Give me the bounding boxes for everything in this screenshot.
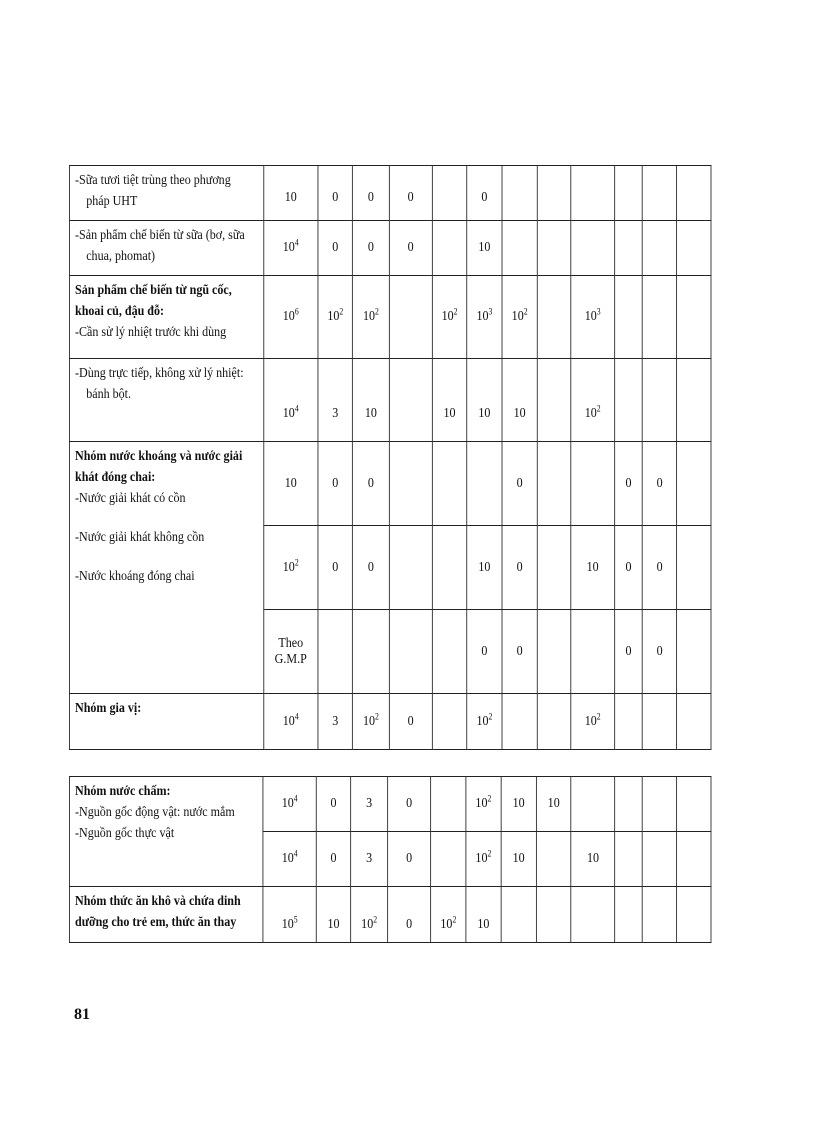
value-cell bbox=[263, 887, 316, 943]
value-cell bbox=[432, 221, 467, 276]
value-cell bbox=[467, 610, 502, 694]
value-cell bbox=[537, 610, 570, 694]
limit-value: 10 bbox=[584, 713, 597, 729]
category-text: -Cần sử lý nhiệt trước khi dùng bbox=[75, 325, 227, 340]
limit-exponent: 2 bbox=[294, 556, 299, 567]
value-cell bbox=[467, 359, 502, 442]
value-cell bbox=[571, 276, 615, 359]
limit-value: 10 bbox=[441, 309, 454, 324]
limit-exponent: 5 bbox=[293, 913, 298, 924]
value-cell bbox=[431, 832, 466, 887]
value-cell bbox=[642, 526, 677, 610]
limit-value: 0 bbox=[332, 190, 339, 205]
limit-value: 0 bbox=[367, 240, 374, 255]
value-cell bbox=[353, 359, 389, 442]
limit-value: 10 bbox=[478, 406, 491, 421]
value-cell bbox=[502, 442, 538, 526]
category-text: -Nước khoáng đóng chai bbox=[75, 569, 195, 584]
category-text: Nhóm nước chấm: bbox=[75, 784, 171, 799]
limit-value: 0 bbox=[332, 475, 339, 491]
value-cell bbox=[264, 442, 318, 526]
limit-value: 10 bbox=[282, 309, 295, 324]
limit-value: 10 bbox=[282, 713, 295, 729]
limit-value: 10 bbox=[281, 916, 294, 932]
value-cell bbox=[318, 276, 353, 359]
value-cell bbox=[353, 526, 389, 610]
value-cell bbox=[615, 777, 642, 832]
value-cell bbox=[351, 832, 388, 887]
value-cell bbox=[353, 694, 389, 750]
limit-value: 10 bbox=[362, 713, 375, 729]
limit-value: 10 bbox=[282, 559, 295, 575]
value-cell bbox=[677, 777, 711, 832]
category-cell bbox=[69, 442, 263, 694]
value-cell bbox=[351, 887, 388, 943]
value-cell bbox=[642, 887, 676, 943]
table-row bbox=[69, 166, 711, 221]
value-cell bbox=[467, 221, 502, 276]
value-cell bbox=[677, 610, 711, 694]
limit-exponent: 2 bbox=[452, 913, 457, 924]
table-row bbox=[69, 694, 711, 750]
value-cell bbox=[318, 166, 353, 221]
value-cell bbox=[502, 276, 538, 359]
limit-value: 10 bbox=[282, 240, 295, 255]
limit-exponent: 2 bbox=[487, 793, 492, 804]
value-cell bbox=[571, 526, 615, 610]
value-cell bbox=[387, 832, 430, 887]
page-number: 81 bbox=[74, 1006, 90, 1023]
value-cell bbox=[467, 694, 502, 750]
limit-value: 10 bbox=[584, 309, 597, 324]
limit-exponent: 6 bbox=[294, 306, 299, 317]
value-cell bbox=[642, 610, 677, 694]
value-cell bbox=[642, 359, 677, 442]
limit-value: 3 bbox=[332, 406, 339, 421]
category-text: -Sản phẩm chế biến từ sữa (bơ, sữa bbox=[75, 228, 245, 243]
limit-value: 0 bbox=[656, 475, 663, 491]
value-cell bbox=[615, 694, 643, 750]
limit-value: 0 bbox=[625, 559, 632, 575]
table-row bbox=[69, 276, 711, 359]
limit-value: 10 bbox=[547, 796, 560, 811]
limit-exponent: 3 bbox=[596, 306, 601, 317]
value-cell bbox=[389, 166, 432, 221]
value-cell bbox=[467, 276, 502, 359]
limit-value: 0 bbox=[406, 916, 413, 932]
table-row bbox=[69, 887, 711, 943]
limit-value: 10 bbox=[327, 916, 340, 932]
limit-value: 0 bbox=[656, 643, 663, 659]
category-cell bbox=[69, 359, 263, 442]
limit-value: 10 bbox=[284, 475, 297, 491]
value-cell bbox=[615, 276, 643, 359]
value-cell bbox=[387, 777, 430, 832]
value-cell bbox=[316, 777, 351, 832]
value-cell bbox=[318, 359, 353, 442]
value-cell bbox=[571, 887, 615, 943]
limit-value: 10 bbox=[475, 851, 488, 866]
value-cell bbox=[264, 276, 318, 359]
value-cell bbox=[571, 166, 615, 221]
category-text: chua, phomat) bbox=[86, 249, 156, 264]
limit-exponent: 2 bbox=[596, 403, 601, 414]
limit-exponent: 2 bbox=[487, 848, 492, 859]
limit-value: 3 bbox=[332, 713, 339, 729]
value-cell bbox=[677, 442, 711, 526]
value-cell bbox=[615, 442, 643, 526]
limit-value: 0 bbox=[367, 475, 374, 491]
value-cell bbox=[389, 526, 432, 610]
limit-exponent: 4 bbox=[294, 237, 299, 248]
category-text: -Nước giải khát có cồn bbox=[75, 491, 186, 506]
limit-value: 10 bbox=[512, 851, 525, 866]
limit-value: 0 bbox=[406, 796, 413, 811]
limit-value: 10 bbox=[587, 851, 600, 866]
limit-exponent: 2 bbox=[374, 710, 379, 721]
value-cell bbox=[316, 887, 351, 943]
value-cell bbox=[431, 777, 466, 832]
limit-exponent: 2 bbox=[339, 306, 344, 317]
value-cell bbox=[536, 832, 571, 887]
limit-exponent: 2 bbox=[373, 913, 378, 924]
value-cell bbox=[353, 166, 389, 221]
value-cell bbox=[467, 526, 502, 610]
value-cell bbox=[318, 221, 353, 276]
value-cell bbox=[537, 166, 570, 221]
value-cell bbox=[467, 442, 502, 526]
value-cell bbox=[677, 276, 711, 359]
value-cell bbox=[537, 221, 570, 276]
value-cell bbox=[467, 166, 502, 221]
limit-exponent: 4 bbox=[293, 848, 298, 859]
value-cell bbox=[615, 359, 643, 442]
value-cell bbox=[387, 887, 430, 943]
limit-value: 0 bbox=[516, 475, 523, 491]
category-cell bbox=[69, 166, 263, 221]
microbial-limits-table-2 bbox=[69, 776, 711, 943]
value-cell bbox=[615, 526, 643, 610]
value-cell bbox=[389, 221, 432, 276]
limit-value: 0 bbox=[406, 851, 413, 866]
value-cell bbox=[431, 887, 466, 943]
value-cell bbox=[263, 832, 316, 887]
category-cell bbox=[69, 887, 263, 943]
value-cell bbox=[571, 442, 615, 526]
value-cell bbox=[615, 832, 642, 887]
limit-exponent: 2 bbox=[596, 710, 601, 721]
limit-value: 10 bbox=[513, 406, 526, 421]
value-cell bbox=[353, 442, 389, 526]
limit-value: Theo G.M.P bbox=[274, 635, 307, 667]
value-cell bbox=[501, 832, 536, 887]
value-cell bbox=[677, 359, 711, 442]
value-cell bbox=[536, 887, 571, 943]
category-cell bbox=[69, 694, 263, 750]
limit-value: 10 bbox=[284, 190, 297, 205]
value-cell bbox=[571, 610, 615, 694]
value-cell bbox=[318, 526, 353, 610]
table-row bbox=[69, 359, 711, 442]
limit-value: 10 bbox=[512, 796, 525, 811]
value-cell bbox=[502, 166, 538, 221]
value-cell bbox=[615, 221, 643, 276]
value-cell bbox=[642, 221, 677, 276]
limit-value: 0 bbox=[332, 559, 339, 575]
value-cell bbox=[353, 221, 389, 276]
value-cell bbox=[353, 610, 389, 694]
value-cell bbox=[432, 526, 467, 610]
limit-exponent: 2 bbox=[523, 306, 528, 317]
category-text: bánh bột. bbox=[86, 387, 132, 402]
limit-value: 3 bbox=[366, 851, 373, 866]
limit-exponent: 2 bbox=[374, 306, 379, 317]
value-cell bbox=[501, 777, 536, 832]
value-cell bbox=[432, 442, 467, 526]
category-text: Sản phẩm chế biến từ ngũ cốc, bbox=[75, 283, 232, 298]
value-cell bbox=[502, 694, 538, 750]
value-cell bbox=[389, 442, 432, 526]
value-cell bbox=[264, 610, 318, 694]
limit-exponent: 4 bbox=[294, 710, 299, 721]
value-cell bbox=[642, 166, 677, 221]
value-cell bbox=[642, 777, 676, 832]
limit-value: 10 bbox=[282, 406, 295, 421]
value-cell bbox=[537, 276, 570, 359]
limit-value: 10 bbox=[584, 406, 597, 421]
value-cell bbox=[389, 694, 432, 750]
limit-exponent: 3 bbox=[488, 306, 493, 317]
value-cell bbox=[502, 359, 538, 442]
value-cell bbox=[318, 442, 353, 526]
value-cell bbox=[615, 610, 643, 694]
value-cell bbox=[502, 610, 538, 694]
value-cell bbox=[264, 359, 318, 442]
category-text: -Sữa tươi tiệt trùng theo phương bbox=[75, 173, 231, 188]
value-cell bbox=[677, 166, 711, 221]
limit-value: 0 bbox=[407, 240, 414, 255]
limit-value: 10 bbox=[586, 559, 599, 575]
value-cell bbox=[642, 442, 677, 526]
value-cell bbox=[677, 887, 711, 943]
value-cell bbox=[615, 166, 643, 221]
value-cell bbox=[642, 694, 677, 750]
limit-value: 10 bbox=[476, 309, 489, 324]
category-cell bbox=[69, 221, 263, 276]
table-row bbox=[69, 221, 711, 276]
value-cell bbox=[537, 442, 570, 526]
category-text: khát đóng chai: bbox=[75, 470, 156, 485]
limit-value: 0 bbox=[407, 190, 414, 205]
value-cell bbox=[318, 694, 353, 750]
limit-value: 0 bbox=[625, 475, 632, 491]
value-cell bbox=[615, 887, 642, 943]
value-cell bbox=[351, 777, 388, 832]
limit-value: 10 bbox=[281, 796, 294, 811]
value-cell bbox=[432, 166, 467, 221]
value-cell bbox=[389, 359, 432, 442]
value-cell bbox=[537, 359, 570, 442]
limit-value: 3 bbox=[366, 796, 373, 811]
limit-value: 0 bbox=[516, 643, 523, 659]
limit-value: 0 bbox=[330, 796, 337, 811]
value-cell bbox=[316, 832, 351, 887]
value-cell bbox=[318, 610, 353, 694]
value-cell bbox=[537, 526, 570, 610]
value-cell bbox=[571, 694, 615, 750]
limit-value: 0 bbox=[481, 643, 488, 659]
value-cell bbox=[502, 526, 538, 610]
category-cell bbox=[69, 777, 263, 887]
limit-value: 0 bbox=[481, 190, 488, 205]
limit-exponent: 4 bbox=[294, 403, 299, 414]
category-text: -Nước giải khát không cồn bbox=[75, 530, 205, 545]
value-cell bbox=[264, 694, 318, 750]
limit-value: 10 bbox=[364, 406, 377, 421]
limit-value: 10 bbox=[443, 406, 456, 421]
category-text: pháp UHT bbox=[86, 194, 138, 209]
category-text: dưỡng cho trẻ em, thức ăn thay bbox=[75, 915, 237, 930]
limit-value: 10 bbox=[477, 916, 490, 932]
value-cell bbox=[502, 221, 538, 276]
value-cell bbox=[432, 359, 467, 442]
category-cell bbox=[69, 276, 263, 359]
value-cell bbox=[389, 276, 432, 359]
limit-value: 10 bbox=[478, 559, 491, 575]
limit-exponent: 2 bbox=[488, 710, 493, 721]
value-cell bbox=[264, 166, 318, 221]
value-cell bbox=[642, 832, 676, 887]
value-cell bbox=[501, 887, 536, 943]
value-cell bbox=[264, 526, 318, 610]
limit-value: 10 bbox=[511, 309, 524, 324]
category-text: Nhóm nước khoáng và nước giải bbox=[75, 449, 243, 464]
value-cell bbox=[571, 221, 615, 276]
limit-value: 10 bbox=[327, 309, 340, 324]
category-text: -Dùng trực tiếp, không xử lý nhiệt: bbox=[75, 366, 244, 381]
value-cell bbox=[389, 610, 432, 694]
table-row bbox=[69, 442, 711, 526]
limit-exponent: 2 bbox=[453, 306, 458, 317]
limit-value: 10 bbox=[440, 916, 453, 932]
limit-value: 10 bbox=[475, 796, 488, 811]
value-cell bbox=[677, 526, 711, 610]
category-text: Nhóm thức ăn khô và chứa dinh bbox=[75, 894, 241, 909]
table-row bbox=[69, 777, 711, 832]
limit-value: 10 bbox=[281, 851, 294, 866]
limit-value: 0 bbox=[332, 240, 339, 255]
value-cell bbox=[677, 832, 711, 887]
value-cell bbox=[263, 777, 316, 832]
limit-value: 10 bbox=[476, 713, 489, 729]
category-text: -Nguồn gốc thực vật bbox=[75, 826, 175, 841]
value-cell bbox=[432, 610, 467, 694]
value-cell bbox=[571, 359, 615, 442]
value-cell bbox=[571, 777, 615, 832]
value-cell bbox=[432, 276, 467, 359]
value-cell bbox=[264, 221, 318, 276]
value-cell bbox=[353, 276, 389, 359]
limit-value: 10 bbox=[361, 916, 374, 932]
category-text: khoai củ, đậu đỗ: bbox=[75, 304, 165, 319]
limit-value: 10 bbox=[478, 240, 491, 255]
value-cell bbox=[677, 221, 711, 276]
limit-value: 10 bbox=[362, 309, 375, 324]
limit-exponent: 4 bbox=[293, 793, 298, 804]
limit-value: 0 bbox=[516, 559, 523, 575]
value-cell bbox=[466, 887, 501, 943]
value-cell bbox=[642, 276, 677, 359]
value-cell bbox=[432, 694, 467, 750]
category-text: -Nguồn gốc động vật: nước mắm bbox=[75, 805, 235, 820]
value-cell bbox=[571, 832, 615, 887]
microbial-limits-table-1 bbox=[69, 165, 711, 750]
limit-value: 0 bbox=[367, 190, 374, 205]
limit-value: 0 bbox=[367, 559, 374, 575]
limit-value: 0 bbox=[656, 559, 663, 575]
limit-value: 0 bbox=[407, 713, 414, 729]
limit-value: 0 bbox=[330, 851, 337, 866]
limit-value: 0 bbox=[625, 643, 632, 659]
value-cell bbox=[466, 777, 501, 832]
value-cell bbox=[537, 694, 570, 750]
category-text: Nhóm gia vị: bbox=[75, 701, 142, 716]
value-cell bbox=[536, 777, 571, 832]
value-cell bbox=[466, 832, 501, 887]
value-cell bbox=[677, 694, 711, 750]
